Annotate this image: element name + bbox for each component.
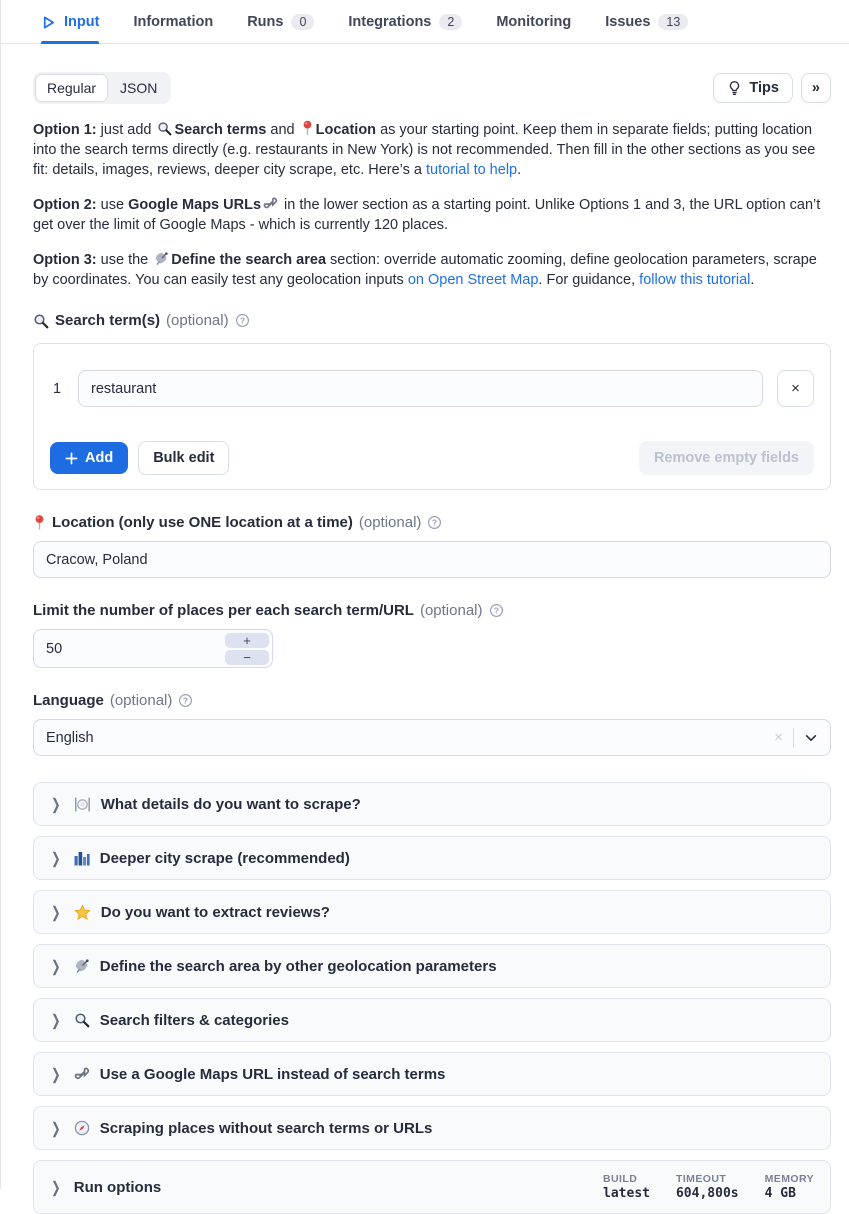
link-icon	[263, 196, 278, 211]
option3-paragraph: Option 3: use the Define the search area section: override automatic zooming, define geolocation parameters, scrape by coordinates. You can easily test any geolocation inputs on Open Street Map. For guidance, follow this tutorial.	[33, 252, 817, 288]
tab-integrations[interactable]	[348, 2, 462, 43]
run-stats	[603, 1173, 814, 1201]
double-chevron-right-icon: »	[811, 80, 820, 96]
section-details[interactable]: ❯ What details do you want to scrape?	[33, 782, 831, 826]
satellite-icon	[74, 958, 90, 974]
option1-paragraph: Option 1: just add Search terms and Location as your starting point. Keep them in separate fields; putting location into the search terms directly (e.g. restaurants in New York) is not recommended. Then fill in the other sections as you see fit: details, images, reviews, deeper city scrape, etc. Here’s a tutorial to help.	[33, 122, 816, 178]
option2-label: Option 2:	[33, 197, 97, 213]
help-icon[interactable]	[235, 313, 250, 328]
compass-icon	[74, 1120, 90, 1136]
section-google-maps-url[interactable]: ❯ Use a Google Maps URL instead of search terms	[33, 1052, 831, 1096]
chevron-down-icon[interactable]	[804, 731, 818, 745]
search-term-input[interactable]	[78, 370, 763, 407]
help-icon[interactable]	[427, 515, 442, 530]
remove-empty-fields-button[interactable]: Remove empty fields	[639, 441, 814, 475]
help-icon[interactable]	[489, 603, 504, 618]
tab-runs[interactable]	[247, 2, 314, 43]
option2-paragraph: Option 2: use Google Maps URLs in the lower section as a starting point. Unlike Options 1 and 3, the URL option can’t get over the limit of Google Maps - which is currently 120 places.	[33, 197, 821, 233]
option1-label: Option 1:	[33, 122, 97, 138]
remove-term-button[interactable]	[777, 370, 814, 407]
limit-field	[33, 629, 273, 668]
memory-label: MEMORY	[764, 1173, 814, 1185]
option3-label: Option 3:	[33, 252, 97, 268]
close-icon: ×	[791, 380, 800, 397]
decrement-button[interactable]: −	[225, 650, 269, 665]
search-terms-card	[33, 343, 831, 490]
build-value: latest	[603, 1186, 650, 1201]
chevron-right-icon: ❯	[51, 1010, 61, 1029]
issues-count-badge: 13	[658, 14, 688, 30]
chevron-right-icon: ❯	[51, 1064, 61, 1083]
tab-information[interactable]	[133, 2, 213, 43]
search-icon	[33, 313, 49, 329]
tutorial-link[interactable]: tutorial to help	[426, 162, 518, 178]
location-input[interactable]	[33, 541, 831, 578]
follow-tutorial-link[interactable]: follow this tutorial	[639, 272, 751, 288]
plus-icon	[65, 452, 78, 465]
timeout-label: TIMEOUT	[675, 1173, 727, 1185]
section-search-area[interactable]: ❯ Define the search area by other geolocation parameters	[33, 944, 831, 988]
view-mode-toggle	[33, 72, 171, 104]
tab-monitoring-label: Monitoring	[496, 14, 572, 30]
memory-value: 4 GB	[764, 1186, 796, 1201]
link-icon	[74, 1066, 90, 1082]
row-index: 1	[52, 380, 62, 397]
section-no-search-terms[interactable]: ❯ Scraping places without search terms or URLs	[33, 1106, 831, 1150]
search-terms-label: Search term(s) (optional) ?	[33, 312, 831, 329]
section-deeper-city-scrape[interactable]: ❯ Deeper city scrape (recommended)	[33, 836, 831, 880]
tab-input-label: Input	[64, 14, 100, 30]
increment-button[interactable]: +	[225, 633, 269, 648]
tips-button[interactable]	[713, 73, 793, 103]
tab-runs-label: Runs	[247, 14, 284, 30]
section-reviews[interactable]: ❯ Do you want to extract reviews?	[33, 890, 831, 934]
section-run-options[interactable]: ❯ Run options BUILD latest TIMEOUT 604,800s MEMORY 4 GB	[33, 1160, 831, 1214]
tab-monitoring[interactable]	[496, 2, 571, 43]
collapse-panel-button[interactable]	[801, 73, 831, 103]
tab-information-label: Information	[133, 14, 214, 30]
location-label: Location (only use ONE location at a time) (optional) ?	[33, 514, 831, 531]
lightbulb-icon	[727, 80, 742, 96]
runs-count-badge: 0	[291, 14, 314, 30]
search-icon	[157, 121, 172, 136]
build-label: BUILD	[603, 1173, 638, 1185]
chevron-right-icon: ❯	[51, 902, 61, 921]
chevron-right-icon: ❯	[51, 956, 61, 975]
clear-icon[interactable]: ×	[774, 729, 783, 746]
select-divider	[793, 728, 794, 748]
cutlery-icon	[74, 796, 91, 813]
bulk-edit-button[interactable]: Bulk edit	[138, 441, 229, 475]
satellite-icon	[154, 251, 169, 266]
tips-label: Tips	[749, 80, 779, 96]
tab-issues[interactable]	[605, 2, 688, 43]
tab-integrations-label: Integrations	[348, 14, 432, 30]
location-pin-icon	[33, 514, 46, 531]
view-mode-regular[interactable]: Regular	[35, 74, 108, 102]
language-value: English	[46, 729, 94, 746]
chevron-right-icon: ❯	[51, 1118, 61, 1137]
svg-text:?: ?	[239, 315, 245, 326]
timeout-value: 604,800s	[675, 1186, 739, 1201]
add-button[interactable]: Add	[50, 442, 128, 474]
search-term-row	[50, 370, 814, 407]
chevron-right-icon: ❯	[51, 794, 61, 813]
star-icon	[74, 904, 91, 921]
svg-text:?: ?	[493, 605, 499, 616]
tab-input[interactable]	[41, 2, 99, 43]
svg-text:?: ?	[432, 517, 438, 528]
section-search-filters[interactable]: ❯ Search filters & categories	[33, 998, 831, 1042]
svg-text:?: ?	[183, 695, 189, 706]
limit-label: Limit the number of places per each search term/URL (optional) ?	[33, 602, 831, 619]
chevron-right-icon: ❯	[51, 848, 61, 867]
number-stepper	[225, 633, 269, 665]
play-icon	[41, 15, 56, 30]
help-icon[interactable]	[178, 693, 193, 708]
location-pin-icon	[301, 120, 314, 136]
tab-bar	[1, 0, 849, 44]
integrations-count-badge: 2	[439, 14, 462, 30]
chevron-right-icon: ❯	[51, 1177, 61, 1196]
language-label: Language (optional) ?	[33, 692, 831, 709]
city-icon	[74, 850, 90, 866]
language-select[interactable]	[33, 719, 831, 756]
tab-issues-label: Issues	[605, 14, 651, 30]
open-street-map-link[interactable]: on Open Street Map	[407, 272, 539, 288]
search-icon	[74, 1012, 90, 1028]
view-mode-json[interactable]: JSON	[120, 80, 158, 96]
input-toolbar	[33, 72, 831, 104]
